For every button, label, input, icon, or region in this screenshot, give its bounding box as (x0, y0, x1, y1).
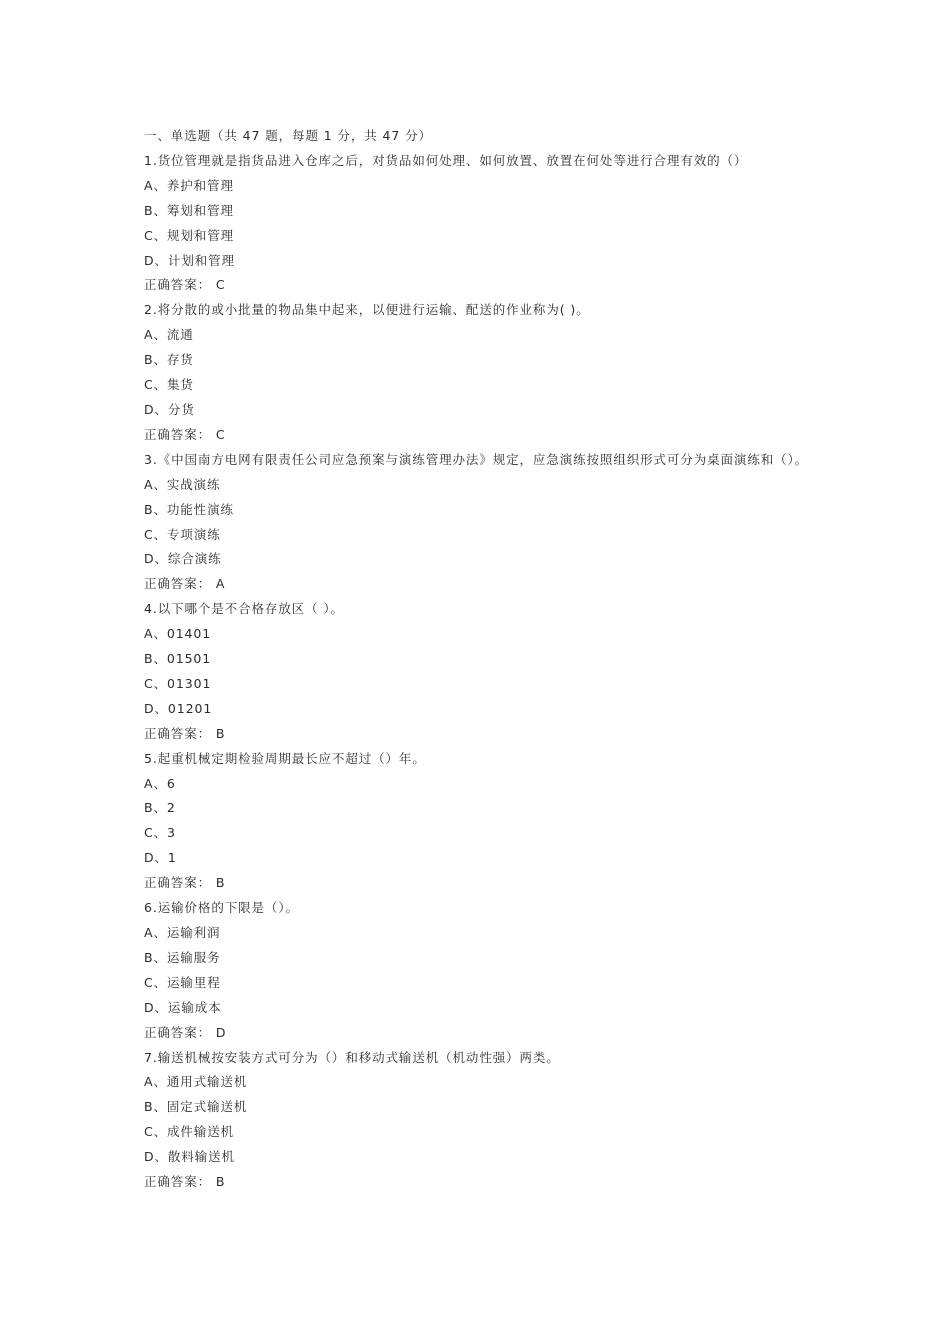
option-d: D、分货 (144, 401, 195, 417)
option-d: D、01201 (144, 700, 213, 716)
option-b: B、01501 (144, 651, 212, 667)
option-d: D、1 (144, 850, 177, 866)
question-stem: 5.起重机械定期检验周期最长应不超过（）年。 (144, 750, 426, 766)
document-page (144, 124, 814, 1195)
question-2 (144, 298, 814, 447)
option-a: A、01401 (144, 626, 212, 642)
option-a: A、运输利润 (144, 925, 221, 940)
section-header: 一、单选题（共 47 题，每题 1 分，共 47 分） (144, 128, 432, 143)
question-stem: 1.货位管理就是指货品进入仓库之后，对货品如何处理、如何放置、放置在何处等进行合理有效的（） (144, 152, 748, 168)
option-c: C、集货 (144, 377, 194, 393)
correct-answer: 正确答案： C (144, 426, 226, 442)
option-b: B、固定式输送机 (144, 1099, 248, 1115)
question-stem: 2.将分散的或小批量的物品集中起来，以便进行运输、配送的作业称为( )。 (144, 302, 590, 318)
option-b: B、存货 (144, 352, 194, 368)
correct-answer: 正确答案： B (144, 875, 226, 891)
option-c: C、01301 (144, 675, 212, 691)
question-1 (144, 149, 814, 298)
option-c: C、3 (144, 825, 176, 841)
option-d: D、运输成本 (144, 999, 222, 1015)
question-stem: 4.以下哪个是不合格存放区（ ）。 (144, 601, 344, 617)
question-3 (144, 448, 814, 597)
option-b: B、运输服务 (144, 949, 221, 965)
correct-answer: 正确答案： D (144, 1024, 227, 1040)
correct-answer: 正确答案： B (144, 1174, 226, 1190)
option-c: C、运输里程 (144, 974, 221, 990)
question-stem: 7.输送机械按安装方式可分为（）和移动式输送机（机动性强）两类。 (144, 1049, 560, 1065)
option-d: D、散料输送机 (144, 1149, 235, 1165)
option-d: D、计划和管理 (144, 252, 235, 268)
option-a: A、养护和管理 (144, 177, 234, 193)
correct-answer: 正确答案： B (144, 725, 226, 741)
question-stem: 6.运输价格的下限是（）。 (144, 900, 299, 916)
correct-answer: 正确答案： A (144, 576, 226, 592)
question-4 (144, 597, 814, 746)
question-7 (144, 1046, 814, 1195)
option-b: B、2 (144, 800, 176, 816)
option-c: C、规划和管理 (144, 227, 235, 243)
option-d: D、综合演练 (144, 551, 222, 567)
question-stem: 3.《中国南方电网有限责任公司应急预案与演练管理办法》规定，应急演练按照组织形式可分为桌面演练和（）。 (144, 451, 809, 467)
option-c: C、专项演练 (144, 526, 221, 542)
option-a: A、通用式输送机 (144, 1074, 248, 1090)
option-a: A、流通 (144, 327, 194, 343)
option-b: B、功能性演练 (144, 501, 234, 517)
question-5 (144, 747, 814, 896)
question-6 (144, 896, 814, 1045)
option-a: A、6 (144, 775, 176, 791)
option-c: C、成件输送机 (144, 1124, 235, 1140)
correct-answer: 正确答案： C (144, 277, 226, 293)
option-a: A、实战演练 (144, 476, 221, 492)
option-b: B、筹划和管理 (144, 202, 234, 218)
